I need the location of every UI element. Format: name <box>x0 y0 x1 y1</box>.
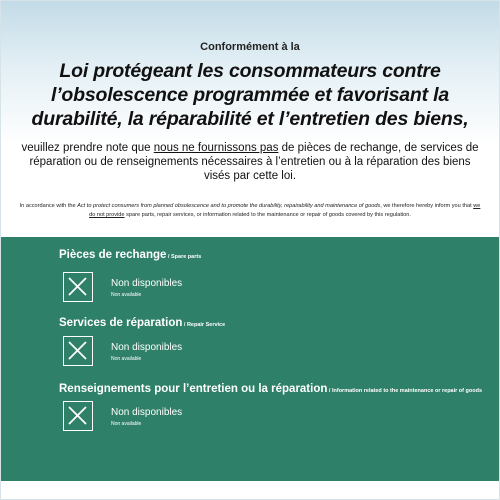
section-title-maintenance-info <box>59 383 482 395</box>
notice-after: de pièces de rechange, de services de réparation ou de renseignements nécessaires à l’entretien ou à la réparation des biens visés par cette loi. <box>29 142 479 182</box>
status-text: Non disponibles <box>111 342 183 353</box>
availability-panel <box>1 237 499 481</box>
status-text-en: Non available <box>111 292 142 298</box>
more-info-link[interactable] <box>327 462 489 473</box>
status-text: Non disponibles <box>111 278 183 289</box>
x-box-icon <box>63 336 93 366</box>
more-info-fr[interactable]: Plus de détails à IGA.net <box>327 462 433 473</box>
notice-text <box>21 141 479 183</box>
header-area <box>1 1 499 233</box>
status-text: Non disponibles <box>111 407 183 418</box>
status-text-en: Non available <box>111 356 142 362</box>
more-info-en[interactable]: More information on IGA.net <box>432 466 489 471</box>
section-title-fr: Services de réparation <box>59 317 183 329</box>
english-notice <box>19 202 481 220</box>
x-box-icon <box>63 272 93 302</box>
status-text-en: Non available <box>111 421 142 427</box>
x-box-icon <box>63 401 93 431</box>
english-underlined: we do not provide <box>89 203 481 218</box>
notice-underlined: nous ne fournissons pas <box>153 142 279 154</box>
footer-strip <box>1 481 499 499</box>
english-mid: , we therefore hereby inform you that <box>380 203 474 209</box>
section-title-fr: Pièces de rechange <box>59 249 167 261</box>
section-title-repair-service <box>59 317 225 329</box>
section-title-spare-parts <box>59 249 201 261</box>
section-title-en: / Information related to the maintenance or repair of goods <box>327 388 483 394</box>
notice-before: veuillez prendre note que <box>21 142 154 154</box>
section-title-en: / Repair Service <box>182 322 226 328</box>
english-act-name: Act to protect consumers from planned obsolescence and to promote the durability, repairability and maintenance of goods <box>77 203 381 209</box>
english-suffix: spare parts, repair services, or information related to the maintenance or repair of goods covered by this regulation. <box>124 212 411 218</box>
english-prefix: In accordance with the <box>19 203 78 209</box>
intro-text: Conformément à la <box>200 41 300 53</box>
section-title-en: / Spare parts <box>166 254 202 260</box>
law-title: Loi protégeant les consommateurs contre l’obsolescence programmée et favorisant la durabilité, la réparabilité et l’entretien des biens, <box>31 60 469 130</box>
section-title-fr: Renseignements pour l’entretien ou la réparation <box>59 383 328 395</box>
